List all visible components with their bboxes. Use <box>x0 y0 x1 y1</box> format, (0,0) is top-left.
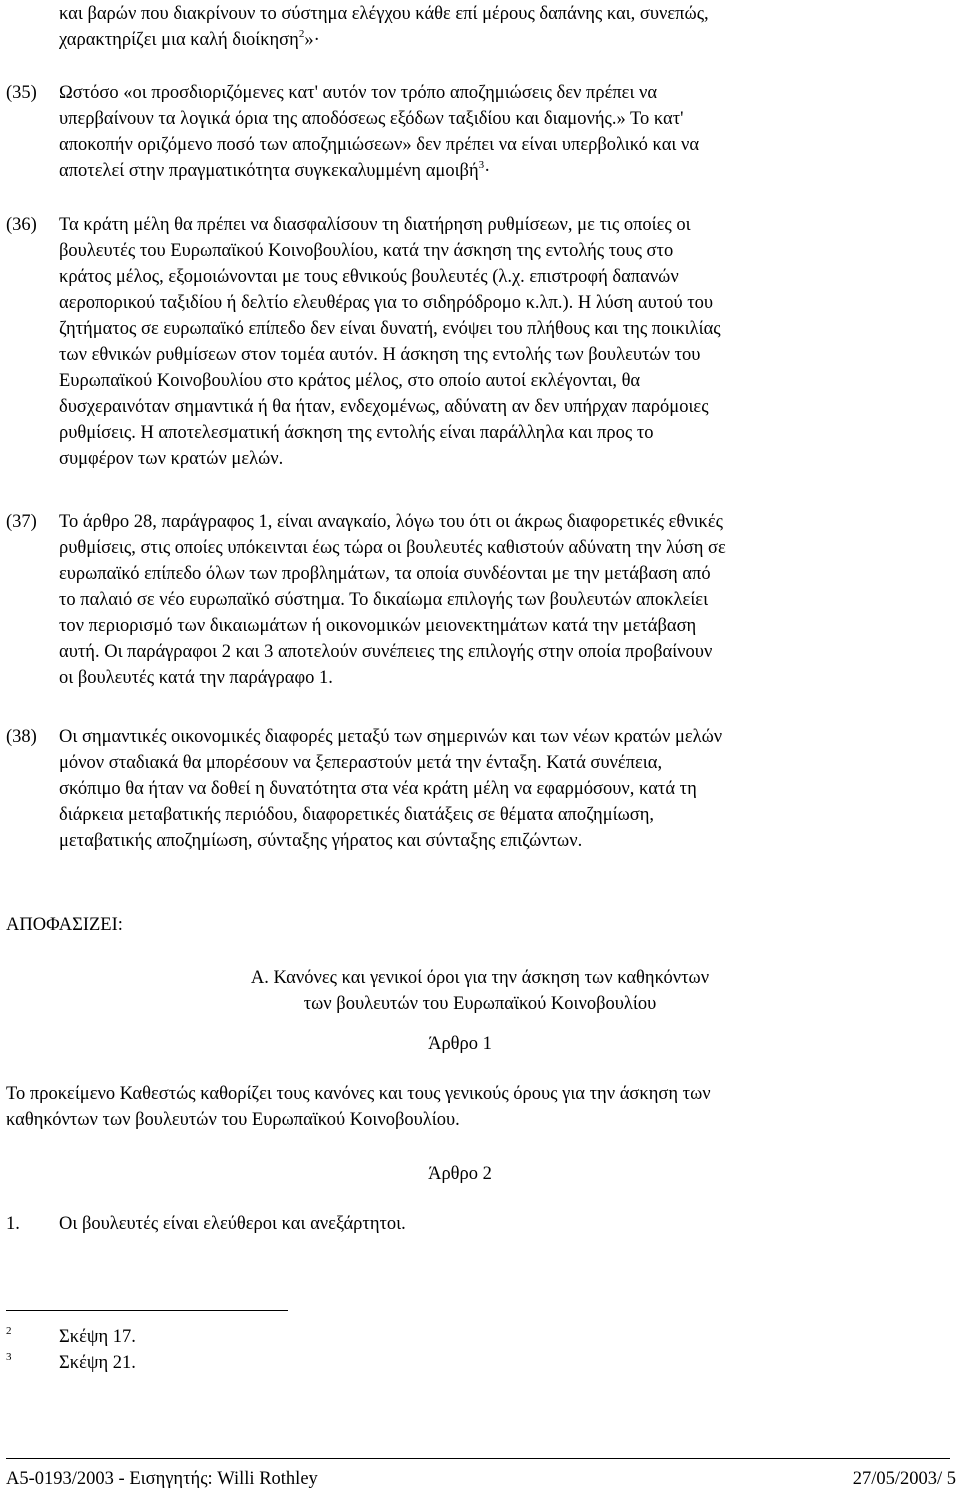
text-line: αποτελεί στην πραγματικότητα συγκεκαλυμμένη αμοιβή$^3$· <box>59 158 491 181</box>
recital-body <box>59 509 950 691</box>
text-line: και βαρών που διακρίνουν το σύστημα ελέγχου κάθε επί μέρους δαπάνης και, συνεπώς, <box>59 4 709 24</box>
article-1-title: Άρθρο 1 <box>428 1034 492 1054</box>
article-2-title: Άρθρο 2 <box>428 1164 492 1184</box>
recital-35 <box>6 80 950 184</box>
footnote-separator <box>6 1310 288 1311</box>
text-line: αυτή. Οι παράγραφοι 2 και 3 αποτελούν συνέπειες της επιλογής στην οποία προβαίνουν <box>59 642 713 662</box>
text-line: Το προκείμενο Καθεστώς καθορίζει τους κανόνες και τους γενικούς όρους για την άσκηση των <box>6 1084 711 1104</box>
footer-separator <box>6 1458 950 1459</box>
text-line: Ωστόσο «οι προσδιοριζόμενες κατ' αυτόν τον τρόπο αποζημιώσεις δεν πρέπει να <box>59 83 658 103</box>
text-line: κράτος μέλος, εξομοιώνονται με τους εθνικούς βουλευτές (λ.χ. επιστροφή δαπανών <box>59 267 679 287</box>
text-line: των εθνικών ρυθμίσεων στον τομέα αυτόν. Η άσκηση της εντολής των βουλευτών του <box>59 345 701 365</box>
text-line: οι βουλευτές κατά την παράγραφο 1. <box>59 668 333 688</box>
text-line: ευρωπαϊκό επίπεδο όλων των προβλημάτων, τα οποία συνδέονται με την μετάβαση από <box>59 564 711 584</box>
footnote-text: Σκέψη 17. <box>59 1327 136 1347</box>
decides-heading: ΑΠΟΦΑΣΙΖΕΙ: <box>6 915 123 935</box>
text-line: υπερβαίνουν τα λογικά όρια της αποδόσεως εξόδων ταξιδίου και διαμονής.» Το κατ' <box>59 109 684 129</box>
text-line: ρυθμίσεις, στις οποίες υπόκεινται έως τώρα οι βουλευτές καθιστούν αδύνατη την λύση σε <box>59 538 726 558</box>
recital-number: (36) <box>6 215 37 235</box>
page-footer <box>6 1466 956 1492</box>
recital-body <box>59 212 950 472</box>
section-title-line: Α. Κανόνες και γενικοί όροι για την άσκηση των καθηκόντων <box>250 968 710 988</box>
text-line: ζητήματος σε ευρωπαϊκό επίπεδο δεν είναι δυνατή, ενόψει του πλήθους και της ποικιλίας <box>59 319 721 339</box>
text-line: διάρκεια μεταβατικής περιόδου, διαφορετικές διατάξεις σε θέματα αποζημίωση, <box>59 805 655 825</box>
text-line: χαρακτηρίζει μια καλή διοίκηση$^2$»· <box>59 27 320 50</box>
text-line: ρυθμίσεις. Η αποτελεσματική άσκηση της εντολής είναι παράλληλα και προς το <box>59 423 654 443</box>
text-line: Το άρθρο 28, παράγραφος 1, είναι αναγκαίο, λόγω του ότι οι άκρως διαφορετικές εθνικές <box>59 512 723 532</box>
text-line: μεταβατικής αποζημίωση, σύνταξης γήρατος και σύνταξης επιζώντων. <box>59 831 583 851</box>
footer-document-ref: A5-0193/2003 - Εισηγητής: Willi Rothley <box>6 1469 318 1489</box>
item-number: 1. <box>6 1214 20 1234</box>
footnote-number: 2 <box>6 1325 12 1337</box>
item-text: Οι βουλευτές είναι ελεύθεροι και ανεξάρτητοι. <box>59 1214 406 1234</box>
text-line: τον περιορισμό των δικαιωμάτων ή οικονομικών μειονεκτημάτων κατά την μετάβαση <box>59 616 697 636</box>
recital-number: (35) <box>6 83 37 103</box>
article-2-item <box>6 1211 406 1237</box>
text-line: Ευρωπαϊκού Κοινοβουλίου στο κράτος μέλος, στο οποίο αυτοί εκλέγονται, θα <box>59 371 641 391</box>
section-title-line: των βουλευτών του Ευρωπαϊκού Κοινοβουλίου <box>303 994 657 1014</box>
recital-number: (37) <box>6 512 37 532</box>
text-line: βουλευτές του Ευρωπαϊκού Κοινοβουλίου, κατά την άσκηση της εντολής τους στο <box>59 241 674 261</box>
recital-number: (38) <box>6 727 37 747</box>
text-line: το παλαιό σε νέο ευρωπαϊκό σύστημα. Το δικαίωμα επιλογής των βουλευτών αποκλείει <box>59 590 709 610</box>
footnote-number: 3 <box>6 1351 12 1363</box>
text-line: συμφέρον των κρατών μελών. <box>59 449 284 469</box>
text-line: αεροπορικού ταξιδίου ή δελτίο ελευθέρας για το σιδηρόδρομο κ.λπ.). Η λύση αυτού του <box>59 293 714 313</box>
footnote-text: Σκέψη 21. <box>59 1353 136 1373</box>
recital-36 <box>6 212 950 472</box>
article-1-body <box>6 1081 950 1133</box>
text-line: καθηκόντων των βουλευτών του Ευρωπαϊκού Κοινοβουλίου. <box>6 1110 460 1130</box>
footer-date-page: 27/05/2003/ 5 <box>852 1469 956 1489</box>
text-line: σκόπιμο θα ήταν να δοθεί η δυνατότητα στα νέα κράτη μέλη να εφαρμόσουν, κατά τη <box>59 779 697 799</box>
text-line: δυσχεραινόταν σημαντικά ή θα ήταν, ενδεχομένως, αδύνατη αν δεν υπήρχαν παρόμοιες <box>59 397 709 417</box>
text-line: μόνον σταδιακά θα μπορέσουν να ξεπεραστούν μετά την ένταξη. Κατά συνέπεια, <box>59 753 663 773</box>
text-line: Οι σημαντικές οικονομικές διαφορές μεταξύ των σημερινών και των νέων κρατών μελών <box>59 727 723 747</box>
continuation-text <box>59 1 949 53</box>
recital-body <box>59 80 950 184</box>
recital-37 <box>6 509 950 691</box>
section-title <box>0 965 960 1017</box>
recital-body <box>59 724 950 854</box>
footnote <box>6 1350 136 1376</box>
footnote-ref[interactable]: 2 <box>298 27 305 40</box>
footnote <box>6 1324 136 1350</box>
recital-38 <box>6 724 950 854</box>
text-line: Τα κράτη μέλη θα πρέπει να διασφαλίσουν τη διατήρηση ρυθμίσεων, με τις οποίες οι <box>59 215 691 235</box>
text-line: αποκοπήν οριζόμενο ποσό των αποζημιώσεων» δεν πρέπει να είναι υπερβολικό και να <box>59 135 700 155</box>
footnote-ref[interactable]: 3 <box>478 158 485 171</box>
